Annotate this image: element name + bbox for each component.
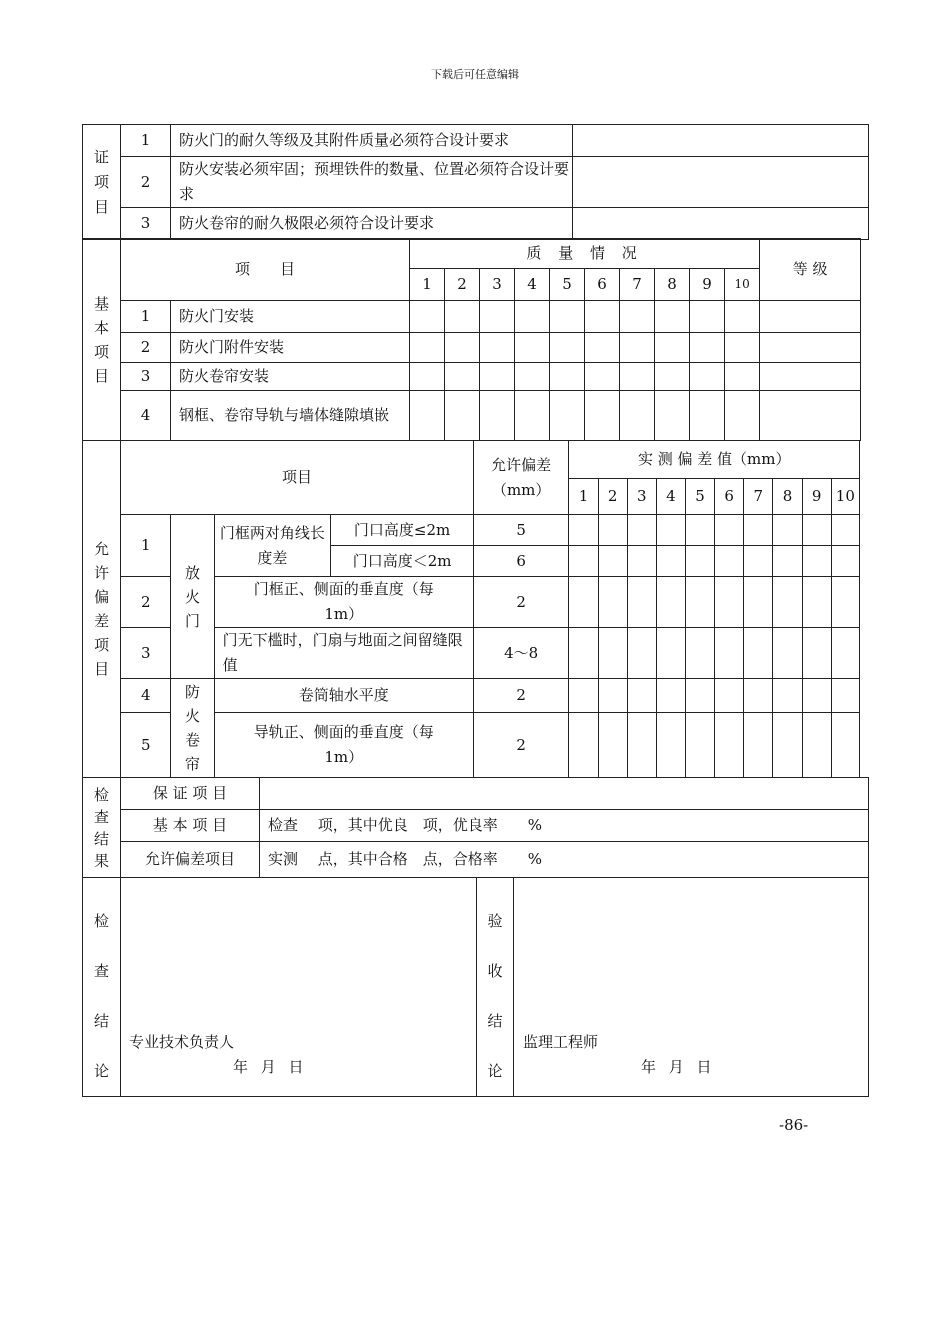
- row-no: 4: [121, 391, 171, 441]
- blank-cell[interactable]: [515, 363, 550, 391]
- blank-cell[interactable]: [445, 301, 480, 333]
- col-num: 7: [744, 479, 773, 515]
- blank-cell[interactable]: [773, 713, 802, 778]
- blank-cell[interactable]: [744, 515, 773, 546]
- blank-cell[interactable]: [550, 391, 585, 441]
- col-num: 9: [690, 269, 725, 301]
- row-no: 1: [121, 515, 171, 577]
- col-num: 10: [831, 479, 859, 515]
- row-no: 2: [121, 577, 171, 628]
- blank-cell[interactable]: [598, 628, 627, 679]
- blank-cell[interactable]: [480, 333, 515, 363]
- blank-cell[interactable]: [569, 515, 598, 546]
- blank-cell[interactable]: [831, 679, 859, 713]
- result-value[interactable]: 检查 项，其中优良 项，优良率 %: [260, 810, 869, 842]
- blank-cell[interactable]: [744, 713, 773, 778]
- blank-cell[interactable]: [656, 577, 685, 628]
- result-section-label: 检 查 结 果: [83, 778, 121, 878]
- guarantee-text: 防火门的耐久等级及其附件质量必须符合设计要求: [171, 125, 573, 157]
- row-no: 3: [121, 363, 171, 391]
- blank-cell[interactable]: [569, 577, 598, 628]
- blank-cell[interactable]: [480, 391, 515, 441]
- allow-value: 4～8: [473, 628, 568, 679]
- col-num: 7: [620, 269, 655, 301]
- blank-cell[interactable]: [685, 515, 714, 546]
- col-num: 6: [585, 269, 620, 301]
- col-num: 4: [656, 479, 685, 515]
- col-num: 6: [715, 479, 744, 515]
- blank-cell[interactable]: [685, 679, 714, 713]
- blank-cell[interactable]: [744, 679, 773, 713]
- blank-cell[interactable]: [725, 333, 760, 363]
- blank-cell[interactable]: [685, 577, 714, 628]
- blank-cell[interactable]: [410, 333, 445, 363]
- blank-cell[interactable]: [480, 363, 515, 391]
- row-no: 5: [121, 713, 171, 778]
- deviation-item-text: 门框正、侧面的垂直度（每1m）: [214, 577, 473, 628]
- blank-cell[interactable]: [725, 391, 760, 441]
- row-no: 1: [121, 125, 171, 157]
- col-num: 1: [569, 479, 598, 515]
- blank-cell[interactable]: [585, 301, 620, 333]
- blank-cell[interactable]: [627, 515, 656, 546]
- blank-cell[interactable]: [550, 363, 585, 391]
- blank-cell[interactable]: [627, 546, 656, 577]
- col-num: 2: [598, 479, 627, 515]
- blank-cell[interactable]: [655, 391, 690, 441]
- blank-cell[interactable]: [598, 515, 627, 546]
- quality-header: 质 量 情 况: [410, 239, 760, 269]
- blank-cell[interactable]: [627, 713, 656, 778]
- blank-cell[interactable]: [831, 546, 859, 577]
- blank-cell[interactable]: [715, 628, 744, 679]
- col-num: 4: [515, 269, 550, 301]
- blank-cell[interactable]: [620, 301, 655, 333]
- blank-cell[interactable]: [445, 363, 480, 391]
- blank-cell[interactable]: [585, 333, 620, 363]
- blank-cell[interactable]: [569, 628, 598, 679]
- col-num: 9: [802, 479, 831, 515]
- page-number: -86-: [779, 1116, 809, 1134]
- blank-cell[interactable]: [831, 713, 859, 778]
- deviation-section-label: 允 许 偏 差 项 目: [83, 441, 121, 778]
- basic-item-text: 防火门安装: [171, 301, 410, 333]
- basic-section-label: 基 本 项 目: [83, 239, 121, 441]
- blank-cell[interactable]: [620, 363, 655, 391]
- blank-cell[interactable]: [598, 546, 627, 577]
- col-num: 3: [480, 269, 515, 301]
- blank-cell[interactable]: [773, 577, 802, 628]
- allow-value: 2: [473, 577, 568, 628]
- blank-cell[interactable]: [627, 679, 656, 713]
- grade-cell[interactable]: [760, 363, 861, 391]
- blank-cell[interactable]: [715, 577, 744, 628]
- blank-cell[interactable]: [744, 628, 773, 679]
- blank-cell[interactable]: [725, 363, 760, 391]
- blank-cell[interactable]: [598, 713, 627, 778]
- blank-cell[interactable]: [655, 333, 690, 363]
- blank-cell[interactable]: [410, 301, 445, 333]
- check-conclusion-area[interactable]: [121, 878, 477, 1097]
- grade-header: 等 级: [760, 239, 861, 301]
- blank-cell[interactable]: [410, 391, 445, 441]
- blank-cell[interactable]: [656, 515, 685, 546]
- blank-cell[interactable]: [445, 391, 480, 441]
- blank-cell[interactable]: [715, 546, 744, 577]
- deviation-item-header: 项目: [121, 441, 474, 515]
- allow-value: 5: [473, 515, 568, 546]
- allow-value: 2: [473, 679, 568, 713]
- blank-cell[interactable]: [515, 333, 550, 363]
- guarantee-result[interactable]: [573, 125, 869, 157]
- blank-cell[interactable]: [715, 679, 744, 713]
- blank-cell[interactable]: [831, 628, 859, 679]
- blank-cell[interactable]: [515, 391, 550, 441]
- blank-cell[interactable]: [773, 546, 802, 577]
- blank-cell[interactable]: [831, 515, 859, 546]
- blank-cell[interactable]: [480, 301, 515, 333]
- blank-cell[interactable]: [656, 713, 685, 778]
- result-value[interactable]: [260, 778, 869, 810]
- blank-cell[interactable]: [802, 577, 831, 628]
- basic-item-text: 防火卷帘安装: [171, 363, 410, 391]
- blank-cell[interactable]: [685, 713, 714, 778]
- right-person: 监理工程师: [523, 1033, 599, 1051]
- result-value[interactable]: 实测 点，其中合格 点，合格率 %: [260, 842, 869, 878]
- blank-cell[interactable]: [690, 301, 725, 333]
- guarantee-result[interactable]: [573, 157, 869, 208]
- blank-cell[interactable]: [585, 391, 620, 441]
- group-shutter-label: 防 火 卷 帘: [171, 679, 214, 778]
- basic-item-text: 钢框、卷帘导轨与墙体缝隙填嵌: [171, 391, 410, 441]
- group-door-label: 放 火 门: [171, 515, 214, 679]
- blank-cell[interactable]: [773, 679, 802, 713]
- blank-cell[interactable]: [598, 577, 627, 628]
- grade-cell[interactable]: [760, 301, 861, 333]
- col-num: 5: [550, 269, 585, 301]
- basic-table: [82, 238, 861, 441]
- blank-cell[interactable]: [715, 515, 744, 546]
- left-date: 年 月 日: [233, 1058, 308, 1076]
- col-num: 1: [410, 269, 445, 301]
- allow-value: 6: [473, 546, 568, 577]
- blank-cell[interactable]: [690, 391, 725, 441]
- blank-cell[interactable]: [627, 628, 656, 679]
- blank-cell[interactable]: [690, 363, 725, 391]
- blank-cell[interactable]: [656, 679, 685, 713]
- blank-cell[interactable]: [569, 713, 598, 778]
- blank-cell[interactable]: [620, 333, 655, 363]
- blank-cell[interactable]: [656, 628, 685, 679]
- blank-cell[interactable]: [744, 577, 773, 628]
- row-no: 3: [121, 628, 171, 679]
- blank-cell[interactable]: [685, 628, 714, 679]
- row-no: 2: [121, 157, 171, 208]
- col-num: 5: [685, 479, 714, 515]
- result-label: 基 本 项 目: [121, 810, 260, 842]
- blank-cell[interactable]: [655, 363, 690, 391]
- blank-cell[interactable]: [627, 577, 656, 628]
- blank-cell[interactable]: [585, 363, 620, 391]
- blank-cell[interactable]: [620, 391, 655, 441]
- allow-value: 2: [473, 713, 568, 778]
- blank-cell[interactable]: [655, 301, 690, 333]
- blank-cell[interactable]: [725, 301, 760, 333]
- deviation-item-text: 卷筒轴水平度: [214, 679, 473, 713]
- deviation-item-text: 门无下槛时，门扇与地面之间留缝限值: [214, 628, 473, 679]
- blank-cell[interactable]: [656, 546, 685, 577]
- blank-cell[interactable]: [550, 333, 585, 363]
- grade-cell[interactable]: [760, 391, 861, 441]
- deviation-table: [82, 440, 860, 778]
- guarantee-text: 防火卷帘的耐久极限必须符合设计要求: [171, 208, 573, 240]
- blank-cell[interactable]: [715, 713, 744, 778]
- right-date: 年 月 日: [641, 1058, 716, 1076]
- guarantee-result[interactable]: [573, 208, 869, 240]
- deviation-item-text: 导轨正、侧面的垂直度（每1m）: [214, 713, 473, 778]
- guarantee-table: [82, 124, 869, 240]
- blank-cell[interactable]: [550, 301, 585, 333]
- accept-conclusion-label: 验 收 结 论: [477, 878, 514, 1097]
- blank-cell[interactable]: [690, 333, 725, 363]
- basic-item-header: 项 目: [121, 239, 410, 301]
- sub-item: 门口高度＜2m: [331, 546, 474, 577]
- blank-cell[interactable]: [773, 628, 802, 679]
- allow-header: 允许偏差（mm）: [473, 441, 568, 515]
- blank-cell[interactable]: [569, 679, 598, 713]
- col-num: 10: [725, 269, 760, 301]
- measured-header: 实 测 偏 差 值（mm）: [569, 441, 860, 479]
- result-table: [82, 777, 869, 878]
- blank-cell[interactable]: [598, 679, 627, 713]
- row-no: 4: [121, 679, 171, 713]
- basic-item-text: 防火门附件安装: [171, 333, 410, 363]
- blank-cell[interactable]: [802, 546, 831, 577]
- blank-cell[interactable]: [685, 546, 714, 577]
- col-num: 3: [627, 479, 656, 515]
- col-num: 8: [773, 479, 802, 515]
- blank-cell[interactable]: [773, 515, 802, 546]
- blank-cell[interactable]: [744, 546, 773, 577]
- blank-cell[interactable]: [802, 628, 831, 679]
- blank-cell[interactable]: [802, 713, 831, 778]
- blank-cell[interactable]: [802, 515, 831, 546]
- col-num: 2: [445, 269, 480, 301]
- row-no: 3: [121, 208, 171, 240]
- guarantee-text: 防火安装必须牢固；预埋铁件的数量、位置必须符合设计要求: [171, 157, 573, 208]
- sub-item: 门口高度≤2m: [331, 515, 474, 546]
- result-label: 允许偏差项目: [121, 842, 260, 878]
- diag-label: 门框两对角线长度差: [214, 515, 331, 577]
- blank-cell[interactable]: [445, 333, 480, 363]
- blank-cell[interactable]: [831, 577, 859, 628]
- blank-cell[interactable]: [410, 363, 445, 391]
- row-no: 1: [121, 301, 171, 333]
- row-no: 2: [121, 333, 171, 363]
- guarantee-section-label: 证 项 目: [83, 125, 121, 240]
- result-label: 保 证 项 目: [121, 778, 260, 810]
- grade-cell[interactable]: [760, 333, 861, 363]
- check-conclusion-label: 检 查 结 论: [83, 878, 121, 1097]
- conclusion-table: [82, 877, 869, 1097]
- accept-conclusion-area[interactable]: [514, 878, 869, 1097]
- col-num: 8: [655, 269, 690, 301]
- page-header: 下载后可任意编辑: [431, 68, 519, 81]
- blank-cell[interactable]: [569, 546, 598, 577]
- blank-cell[interactable]: [515, 301, 550, 333]
- left-person: 专业技术负责人: [129, 1033, 235, 1051]
- blank-cell[interactable]: [802, 679, 831, 713]
